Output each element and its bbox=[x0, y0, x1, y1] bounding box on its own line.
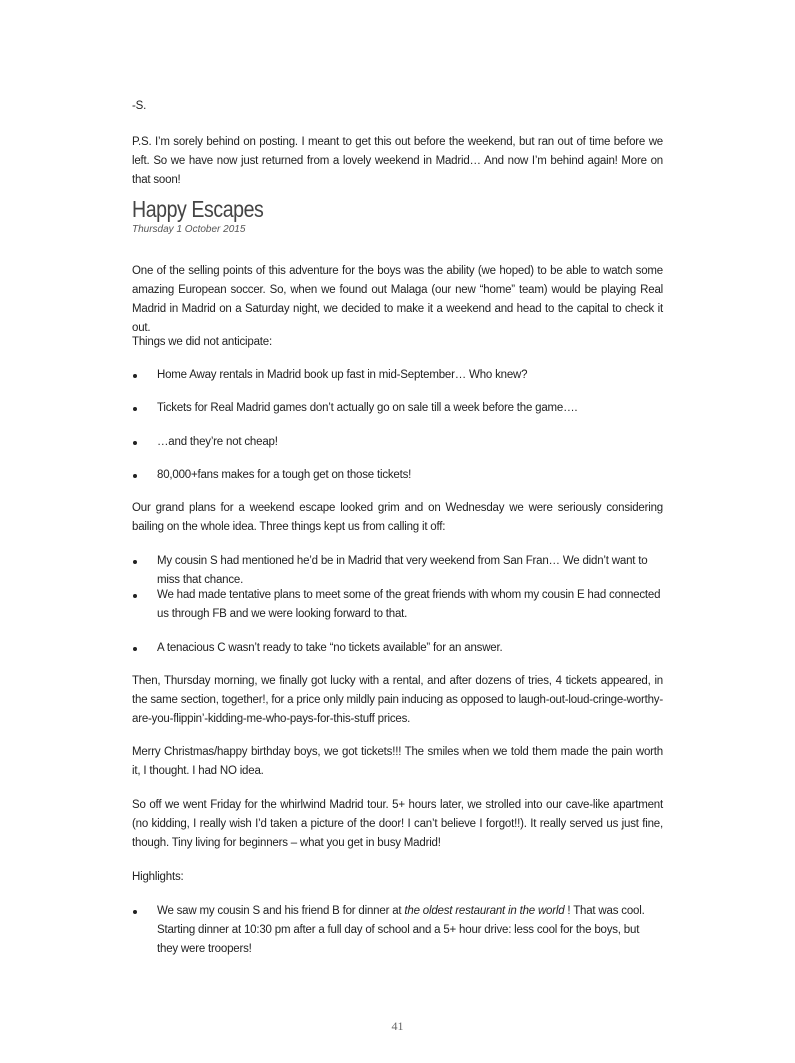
paragraph-off-we-went: So off we went Friday for the whirlwind Madrid tour. 5+ hours later, we strolled into our cave-like apartment (no kidding, I really wish I’d taken a picture of the door! I can’t believe I forgot!!). It really served us just fine, though. Tiny living for beginners – what you get in busy Madrid! bbox=[132, 799, 663, 849]
page-number: 41 bbox=[391, 1019, 404, 1033]
list-item: 80,000+fans makes for a tough get on those tickets! bbox=[157, 469, 412, 481]
signoff: -S. bbox=[132, 100, 147, 112]
paragraph-grand-plans: Our grand plans for a weekend escape looked grim and on Wednesday we were seriously considering bailing on the whole idea. Three things kept us from calling it off: bbox=[132, 502, 663, 533]
post-title: Happy Escapes bbox=[132, 196, 264, 222]
list-item: …and they’re not cheap! bbox=[157, 436, 278, 448]
post-date: Thursday 1 October 2015 bbox=[132, 224, 246, 235]
paragraph-intro: One of the selling points of this adventure for the boys was the ability (we hoped) to be able to watch some amazing European soccer. So, when we found out Malaga (our new “home” team) would be playing Real Madrid in Madrid on a Saturday night, we decided to make it a weekend and head to the capital to check it out. bbox=[132, 265, 663, 334]
paragraph-not-anticipate: Things we did not anticipate: bbox=[132, 336, 272, 348]
postscript-paragraph: P.S. I’m sorely behind on posting. I meant to get this out before the weekend, but ran out of time before we left. So we have now just returned from a lovely weekend in Madrid… And now I’m behind again! More on that soon! bbox=[132, 136, 663, 186]
list-item: My cousin S had mentioned he’d be in Madrid that very weekend from San Fran… We didn’t want to miss that chance. bbox=[157, 555, 648, 586]
paragraph-thursday: Then, Thursday morning, we finally got lucky with a rental, and after dozens of tries, 4 tickets appeared, in the same section, together!, for a price only mildly pain inducing as opposed to laugh-out-loud-cringe-worthy-are-you-flippin’-kidding-me-who-pays-for-this-stuff prices. bbox=[132, 675, 663, 725]
paragraph-highlights: Highlights: bbox=[132, 871, 184, 883]
paragraph-merry-christmas: Merry Christmas/happy birthday boys, we got tickets!!! The smiles when we told them made the pain worth it, I thought. I had NO idea. bbox=[132, 746, 663, 777]
highlight-text: We saw my cousin S and his friend B for dinner at the oldest restaurant in the world ! That was cool. Starting dinner at 10:30 pm after a full day of school and a 5+ hour drive: less cool for the boys, but they were troopers! bbox=[157, 905, 645, 955]
list-item: Tickets for Real Madrid games don’t actually go on sale till a week before the game…. bbox=[157, 402, 578, 414]
list-item: We had made tentative plans to meet some of the great friends with whom my cousin E had connected us through FB and we were looking forward to that. bbox=[157, 589, 661, 620]
list-item: Home Away rentals in Madrid book up fast in mid-September… Who knew? bbox=[157, 369, 528, 381]
list-item: A tenacious C wasn’t ready to take “no tickets available” for an answer. bbox=[157, 642, 503, 654]
list-item bbox=[132, 902, 663, 959]
restaurant-emphasis: the oldest restaurant in the world bbox=[404, 905, 565, 917]
